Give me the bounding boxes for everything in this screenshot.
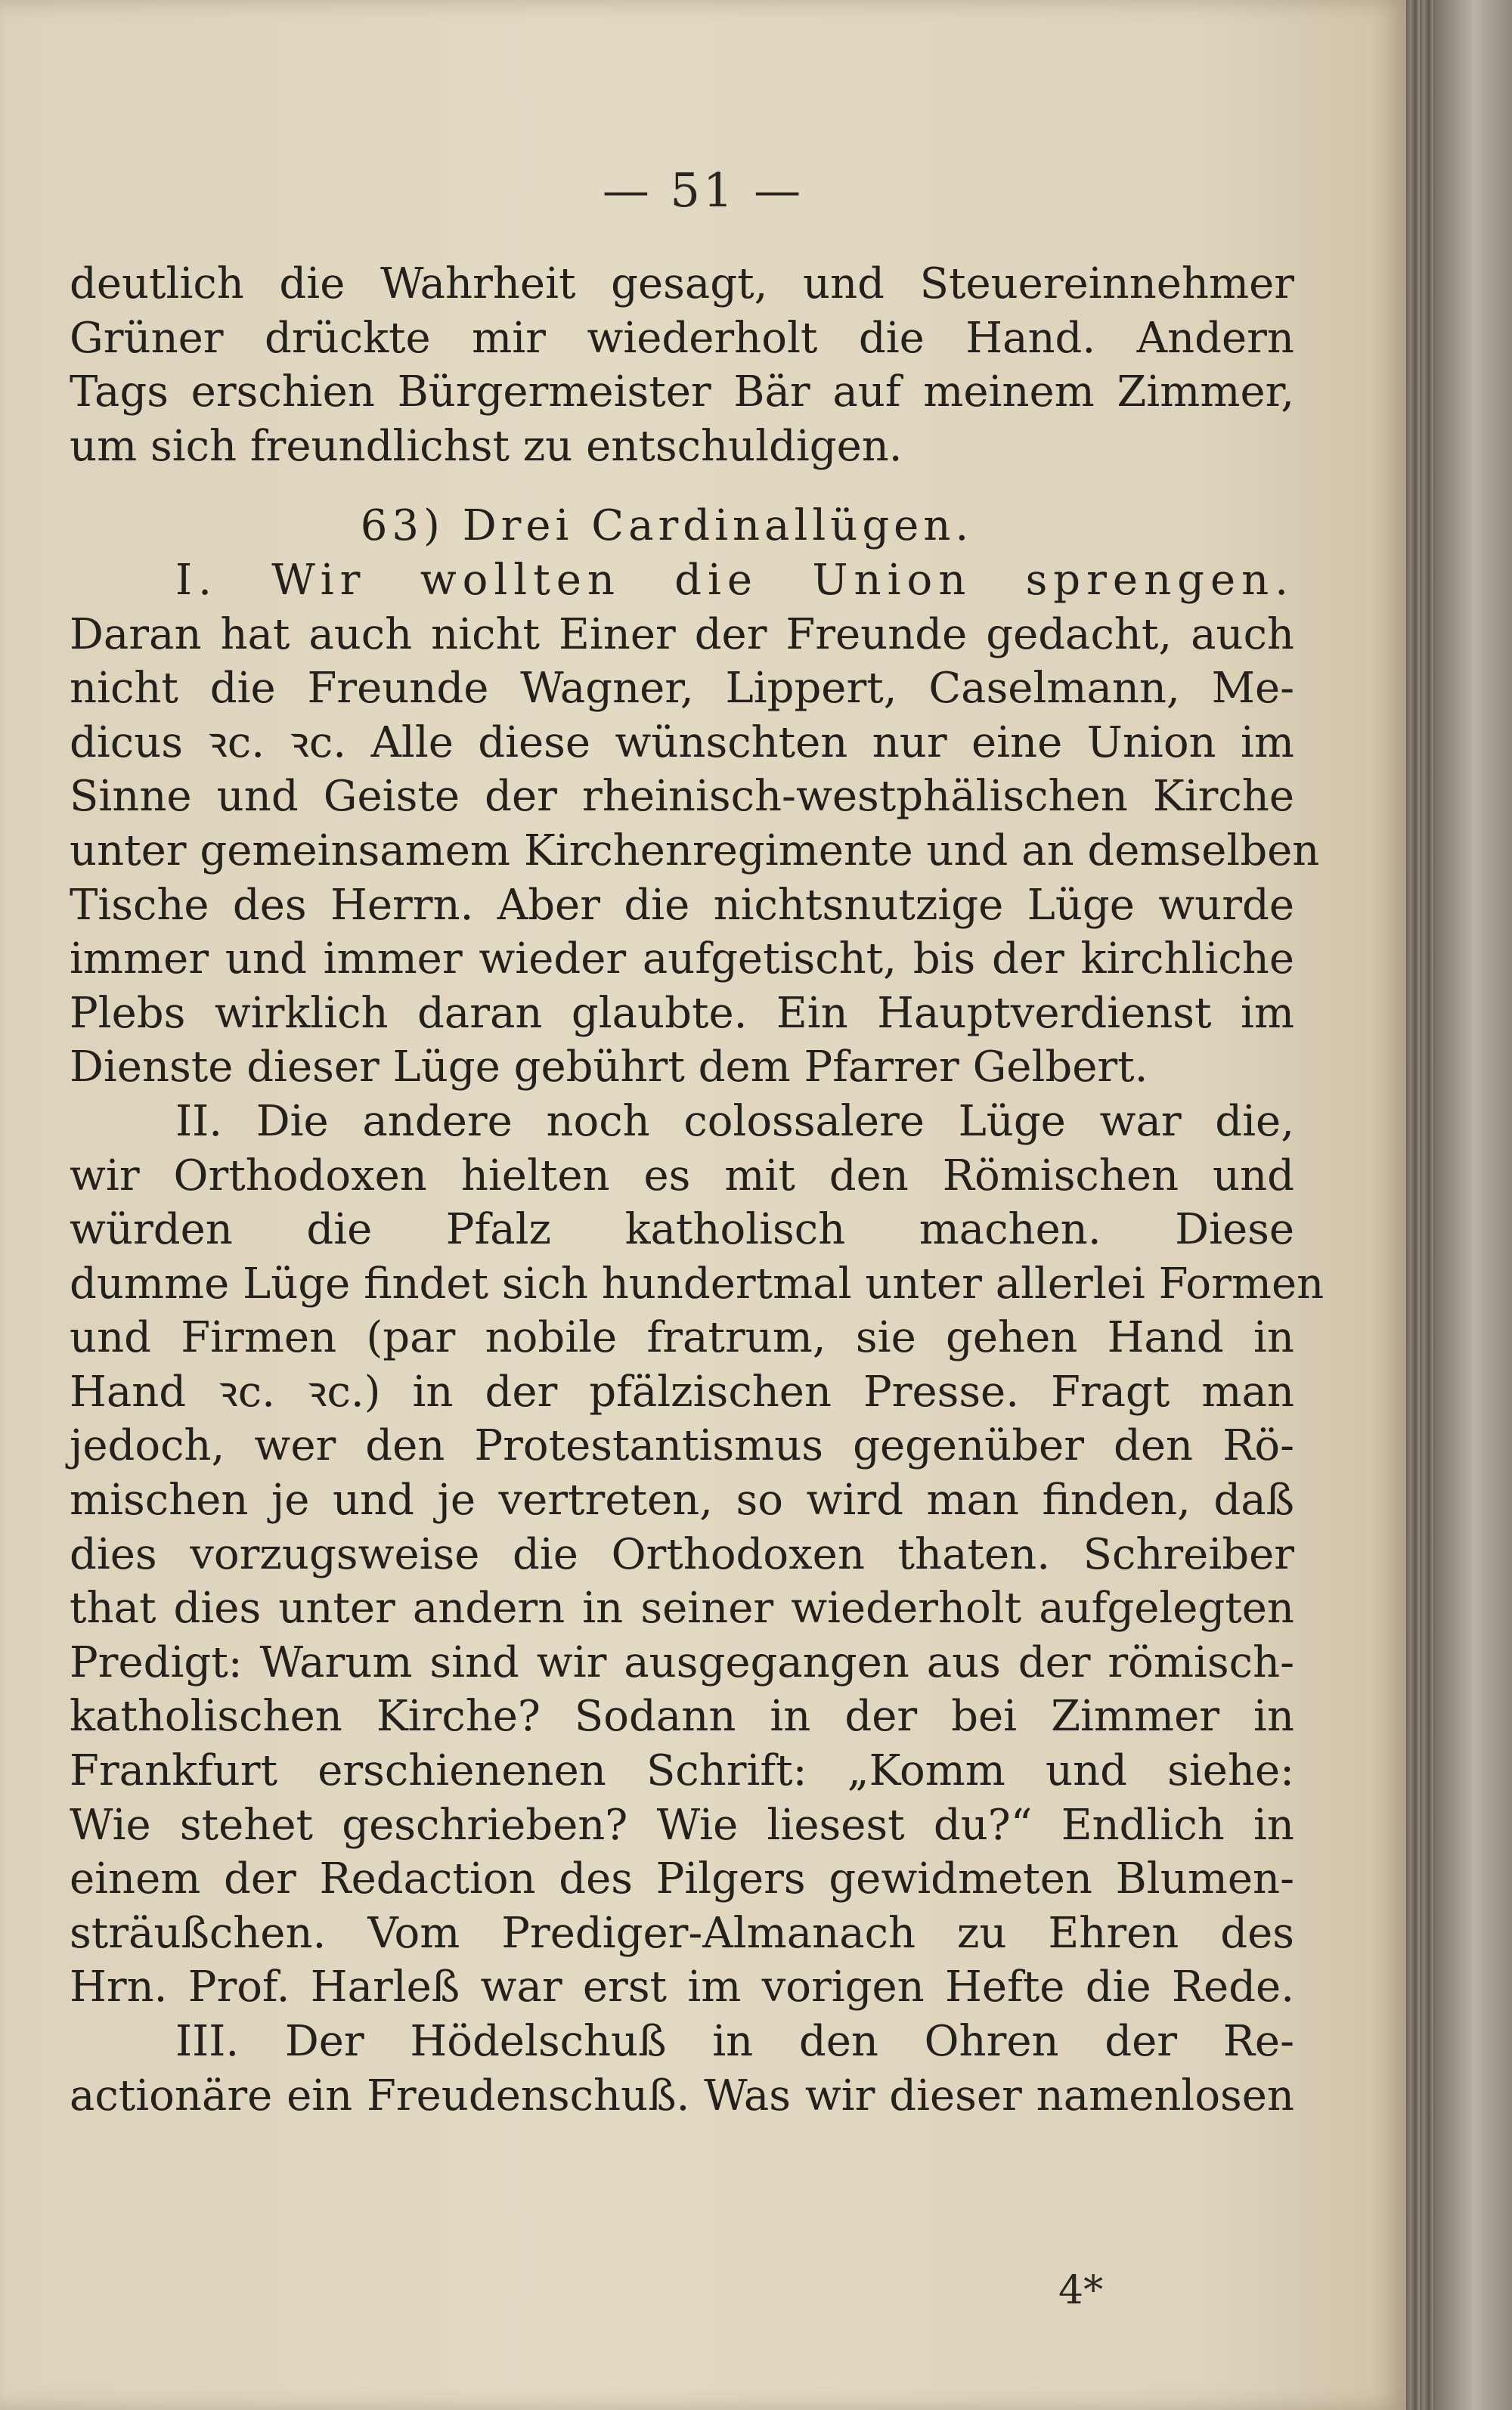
text-line: Dienste dieser Lüge gebührt dem Pfarrer Gelbert. <box>70 1042 1148 1092</box>
text-line: Predigt: Warum sind wir ausgegangen aus der römisch- <box>70 1637 1294 1687</box>
text-line: unter gemeinsamem Kirchenregimente und an demselben <box>70 826 1320 875</box>
text-line: katholischen Kirche? Sodann in der bei Zimmer in <box>70 1692 1294 1742</box>
text-line: Plebs wirklich daran glaubte. Ein Hauptverdienst im <box>70 988 1294 1038</box>
text-line: that dies unter andern in seiner wiederholt aufgelegten <box>70 1584 1294 1634</box>
text-line: Hrn. Prof. Harleß war erst im vorigen Hefte die Rede. <box>70 1962 1294 2012</box>
text-line: immer und immer wieder aufgetischt, bis der kirchliche <box>70 934 1294 984</box>
text-line: Frankfurt erschienenen Schrift: „Komm und siehe: <box>70 1746 1294 1796</box>
text-line: Wie stehet geschrieben? Wie liesest du?“ Endlich in <box>70 1800 1294 1850</box>
text-line: und Firmen (par nobile fratrum, sie gehen Hand in <box>70 1313 1294 1363</box>
text-line: deutlich die Wahrheit gesagt, und Steuereinnehmer <box>70 259 1294 308</box>
text-line: Tags erschien Bürgermeister Bär auf meinem Zimmer, <box>70 367 1294 417</box>
text-line: Daran hat auch nicht Einer der Freunde gedacht, auch <box>70 609 1294 659</box>
text-line: II. Die andere noch colossalere Lüge war die, <box>175 1096 1294 1146</box>
text-line: dies vorzugsweise die Orthodoxen thaten. Schreiber <box>70 1529 1294 1579</box>
text-line: dicus ꝛc. ꝛc. Alle diese wünschten nur eine Union im <box>70 717 1294 767</box>
text-line: nicht die Freunde Wagner, Lippert, Caselmann, Me- <box>70 664 1294 714</box>
page-number-header: — 51 — <box>602 163 804 218</box>
text-line: Tische des Herrn. Aber die nichtsnutzige Lüge wurde <box>70 880 1294 930</box>
signature-mark: 4* <box>1058 2268 1104 2313</box>
text-line: dumme Lüge findet sich hundertmal unter allerlei Formen <box>70 1259 1325 1309</box>
subsection-heading: I. Wir wollten die Union sprengen. <box>175 555 1294 605</box>
book-spine <box>1436 0 1512 2410</box>
text-line: III. Der Hödelschuß in den Ohren der Re- <box>175 2017 1294 2066</box>
text-line: wir Orthodoxen hielten es mit den Römischen und <box>70 1151 1294 1200</box>
text-line: einem der Redaction des Pilgers gewidmeten Blumen- <box>70 1854 1294 1904</box>
text-line: jedoch, wer den Protestantismus gegenüber den Rö- <box>70 1421 1294 1471</box>
text-line: mischen je und je vertreten, so wird man finden, daß <box>70 1476 1294 1526</box>
text-line: würden die Pfalz katholisch machen. Diese <box>70 1205 1294 1255</box>
text-line: Hand ꝛc. ꝛc.) in der pfälzischen Presse. Fragt man <box>70 1367 1294 1417</box>
body-text <box>70 257 1325 2123</box>
text-line: actionäre ein Freudenschuß. Was wir dieser namenlosen <box>70 2071 1294 2120</box>
text-line: Grüner drückte mir wiederholt die Hand. Andern <box>70 313 1294 363</box>
text-line: um sich freundlichst zu entschuldigen. <box>70 421 903 471</box>
text-line: Sinne und Geiste der rheinisch-westphälischen Kirche <box>70 772 1294 822</box>
text-line: sträußchen. Vom Prediger-Almanach zu Ehren des <box>70 1908 1294 1958</box>
section-heading: 63) Drei Cardinallügen. <box>360 501 974 551</box>
